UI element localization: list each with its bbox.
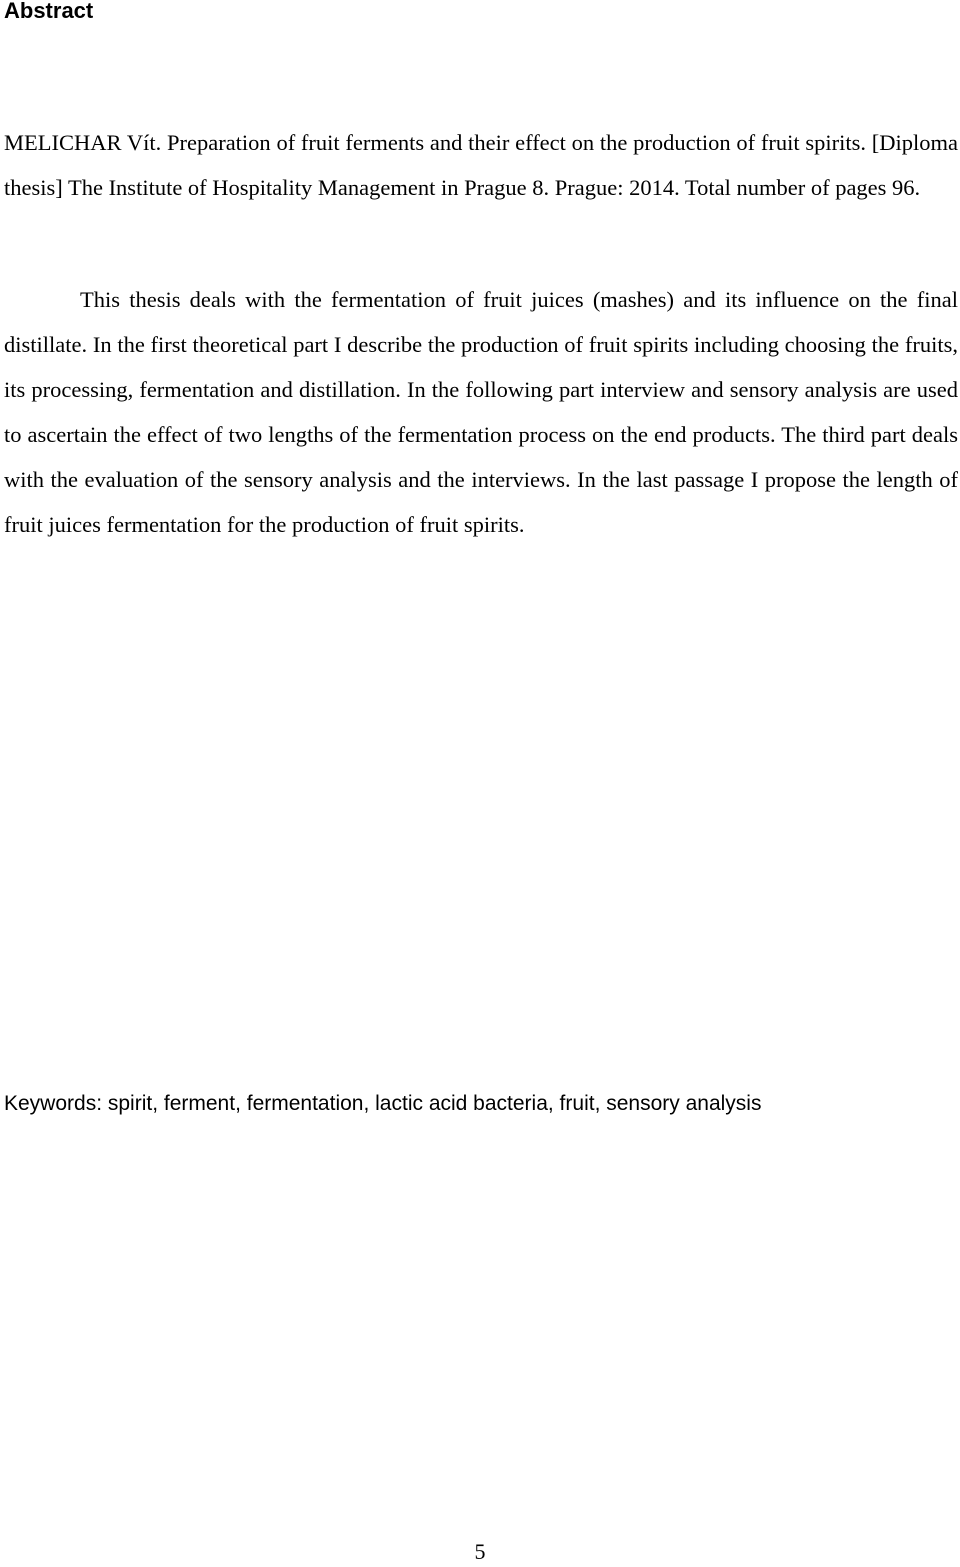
abstract-paragraph: This thesis deals with the fermentation of fruit juices (mashes) and its influence on the final distillate. In the first theoretical part I describe the production of fruit spirits including choosing the fruits, its processing, fermentation and distillation. In the following part interview and sensory analysis are used to ascertain the effect of two lengths of the fermentation process on the end products. The third part deals with the evaluation of the sensory analysis and the interviews. In the last passage I propose the length of fruit juices fermentation for the production of fruit spirits. [4, 287, 958, 537]
keywords-line: Keywords: spirit, ferment, fermentation, lactic acid bacteria, fruit, sensory analysis [4, 1092, 762, 1115]
section-heading: Abstract [4, 0, 94, 23]
citation-paragraph: MELICHAR Vít. Preparation of fruit ferments and their effect on the production of fruit spirits. [Diploma thesis] The Institute of Hospitality Management in Prague 8. Prague: 2014. Total number of pages 96. [4, 130, 958, 200]
page-number: 5 [474, 1539, 486, 1564]
